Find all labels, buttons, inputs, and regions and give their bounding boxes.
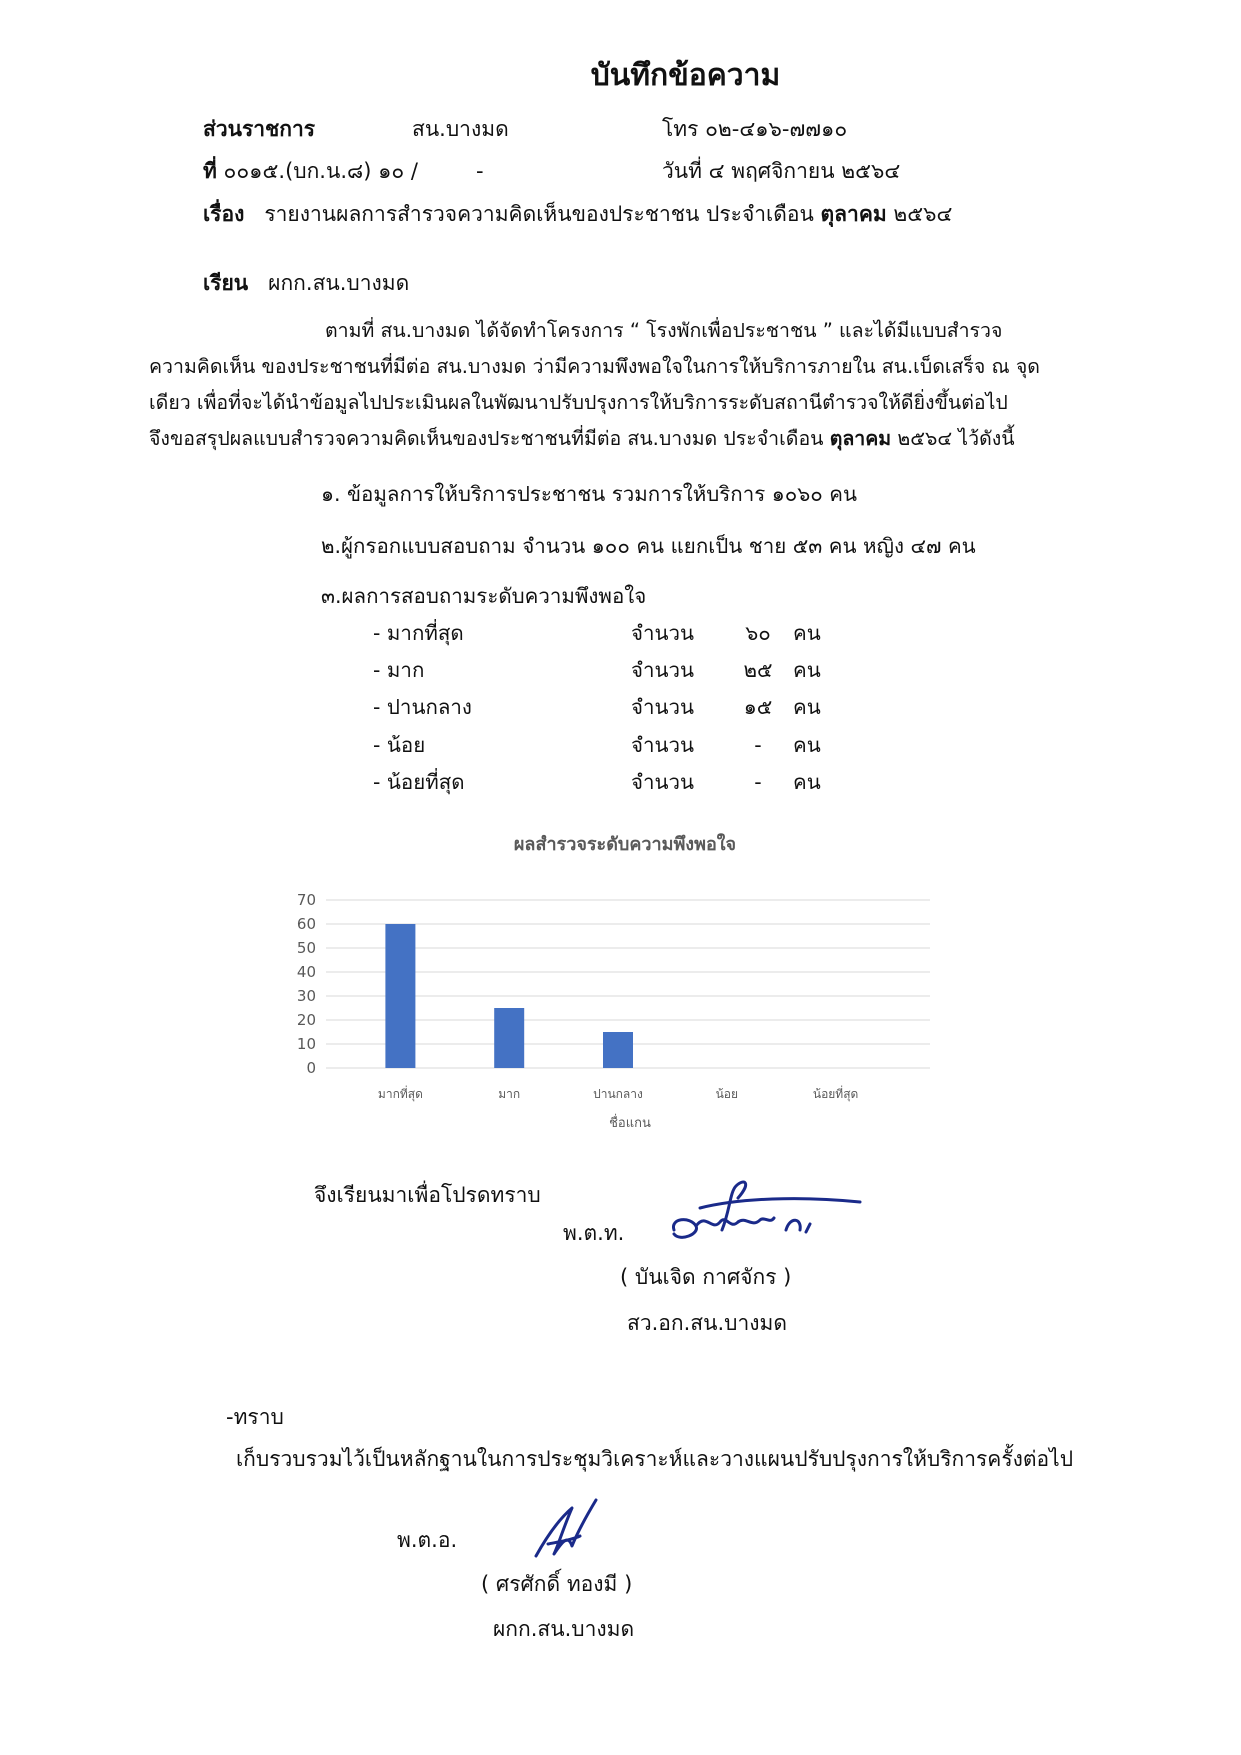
- satisfaction-row: [373, 655, 833, 685]
- chart-bar: [603, 1032, 633, 1068]
- satisfaction-label: - มากที่สุด: [373, 621, 464, 645]
- satisfaction-unit: คน: [793, 733, 821, 757]
- body-line-4-month: ตุลาคม: [829, 427, 892, 450]
- satisfaction-row: [373, 730, 833, 760]
- signature-image: [660, 1172, 870, 1262]
- satisfaction-unit: คน: [793, 658, 821, 682]
- chart-x-tick-label: มาก: [498, 1087, 521, 1101]
- satisfaction-count: ๖๐: [745, 621, 771, 645]
- chart-y-tick-label: 50: [296, 939, 316, 957]
- chart-y-tick-label: 30: [296, 987, 316, 1005]
- body-line-3: เดียว เพื่อที่จะได้นำข้อมูลไปประเมินผลในพัฒนาปรับปรุงการให้บริการระดับสถานีตำรวจให้ดียิ่งขึ้นต่อไป: [149, 391, 1008, 414]
- body-paragraph: [149, 313, 1089, 457]
- reference-label: ที่: [203, 159, 217, 183]
- agency-value: สน.บางมด: [412, 117, 509, 141]
- satisfaction-row: [373, 767, 833, 797]
- phone-number: โทร ๐๒-๔๑๖-๗๗๑๐: [662, 117, 848, 141]
- endorser-signature-image: [528, 1490, 608, 1570]
- item-respondents: ๒.ผู้กรอกแบบสอบถาม จำนวน ๑๐๐ คน แยกเป็น ชาย ๕๓ คน หญิง ๔๗ คน: [321, 534, 976, 558]
- closing-text: จึงเรียนมาเพื่อโปรดทราบ: [314, 1183, 541, 1207]
- signer-position: สว.อก.สน.บางมด: [627, 1311, 787, 1335]
- satisfaction-label: - น้อย: [373, 733, 426, 757]
- body-line-4: [149, 421, 1089, 457]
- chart-title: ผลสำรวจระดับความพึงพอใจ: [513, 834, 737, 855]
- satisfaction-label: - ปานกลาง: [373, 695, 472, 719]
- subject-line: [203, 199, 952, 229]
- chart-y-tick-labels: [297, 891, 316, 1077]
- reference-value: ๐๐๑๕.(บก.น.๘) ๑๐ /: [223, 159, 418, 183]
- subject-text: รายงานผลการสำรวจความคิดเห็นของประชาชน ประจำเดือน: [264, 202, 814, 226]
- reference-dash: -: [476, 159, 484, 183]
- reference-line: [203, 156, 418, 186]
- endorser-position: ผกก.สน.บางมด: [493, 1617, 635, 1641]
- recipient-label: เรียน: [203, 271, 249, 295]
- satisfaction-count-label: จำนวน: [631, 733, 695, 757]
- memo-title: บันทึกข้อความ: [590, 58, 781, 93]
- body-line-2: ความคิดเห็น ของประชาชนที่มีต่อ สน.บางมด ว่ามีความพึงพอใจในการให้บริการภายใน สน.เบ็ดเสร็จ ณ จุด: [149, 355, 1040, 378]
- body-line-4-end: ไว้ดังนี้: [952, 427, 1015, 450]
- subject-year: ๒๕๖๔: [893, 202, 953, 226]
- chart-y-tick-label: 40: [296, 963, 316, 981]
- agency-label: ส่วนราชการ: [203, 117, 316, 141]
- satisfaction-count-label: จำนวน: [631, 658, 695, 682]
- signer-name: ( บันเจิด กาศจักร ): [620, 1265, 792, 1289]
- chart-x-tick-label: มากที่สุด: [377, 1087, 423, 1101]
- chart-x-tick-label: ปานกลาง: [593, 1087, 643, 1101]
- satisfaction-unit: คน: [793, 695, 821, 719]
- satisfaction-count: ๒๕: [743, 658, 773, 682]
- satisfaction-count-label: จำนวน: [631, 695, 695, 719]
- recipient-value: ผกก.สน.บางมด: [268, 271, 410, 295]
- satisfaction-count-label: จำนวน: [631, 770, 695, 794]
- item-satisfaction-heading: ๓.ผลการสอบถามระดับความพึงพอใจ: [321, 584, 647, 608]
- chart-y-tick-label: 60: [296, 915, 316, 933]
- satisfaction-count: -: [754, 770, 762, 794]
- chart-bar: [385, 924, 415, 1068]
- body-line-4-text: จึงขอสรุปผลแบบสำรวจความคิดเห็นของประชาชนที่มีต่อ สน.บางมด ประจำเดือน: [149, 427, 830, 450]
- chart-x-axis-label: ชื่อแกน: [609, 1116, 651, 1131]
- endorsement-text: เก็บรวบรวมไว้เป็นหลักฐานในการประชุมวิเคราะห์และวางแผนปรับปรุงการให้บริการครั้งต่อไป: [236, 1447, 1074, 1471]
- subject-month: ตุลาคม: [820, 202, 887, 226]
- subject-label: เรื่อง: [203, 202, 245, 226]
- chart-y-tick-label: 70: [296, 891, 316, 909]
- satisfaction-unit: คน: [793, 770, 821, 794]
- body-line-1: ตามที่ สน.บางมด ได้จัดทำโครงการ “ โรงพักเพื่อประชาชน ” และได้มีแบบสำรวจ: [325, 319, 1003, 342]
- satisfaction-label: - มาก: [373, 658, 425, 682]
- chart-bar: [494, 1008, 524, 1068]
- signer-rank: พ.ต.ท.: [563, 1221, 625, 1245]
- acknowledgement: -ทราบ: [226, 1405, 284, 1429]
- endorser-rank: พ.ต.อ.: [397, 1528, 458, 1552]
- satisfaction-count-label: จำนวน: [631, 621, 695, 645]
- satisfaction-count: -: [754, 733, 762, 757]
- chart-x-tick-label: น้อย: [715, 1087, 739, 1101]
- satisfaction-row: [373, 692, 833, 722]
- satisfaction-row: [373, 618, 833, 648]
- recipient-line: [203, 268, 409, 298]
- chart-y-tick-label: 20: [296, 1011, 316, 1029]
- satisfaction-count: ๑๕: [743, 695, 773, 719]
- chart-y-tick-label: 10: [296, 1035, 316, 1053]
- satisfaction-bar-chart: [270, 820, 950, 1140]
- item-service-total: ๑. ข้อมูลการให้บริการประชาชน รวมการให้บริการ ๑๐๖๐ คน: [321, 482, 858, 506]
- chart-x-tick-label: น้อยที่สุด: [812, 1087, 859, 1101]
- chart-x-tick-labels: [378, 1085, 858, 1102]
- satisfaction-unit: คน: [793, 621, 821, 645]
- satisfaction-label: - น้อยที่สุด: [373, 770, 465, 794]
- memo-date: วันที่ ๔ พฤศจิกายน ๒๕๖๔: [662, 159, 901, 183]
- body-line-4-year: ๒๕๖๔: [897, 427, 953, 450]
- chart-y-tick-label: 0: [306, 1059, 316, 1077]
- endorser-name: ( ศรศักดิ์ ทองมี ): [481, 1572, 633, 1596]
